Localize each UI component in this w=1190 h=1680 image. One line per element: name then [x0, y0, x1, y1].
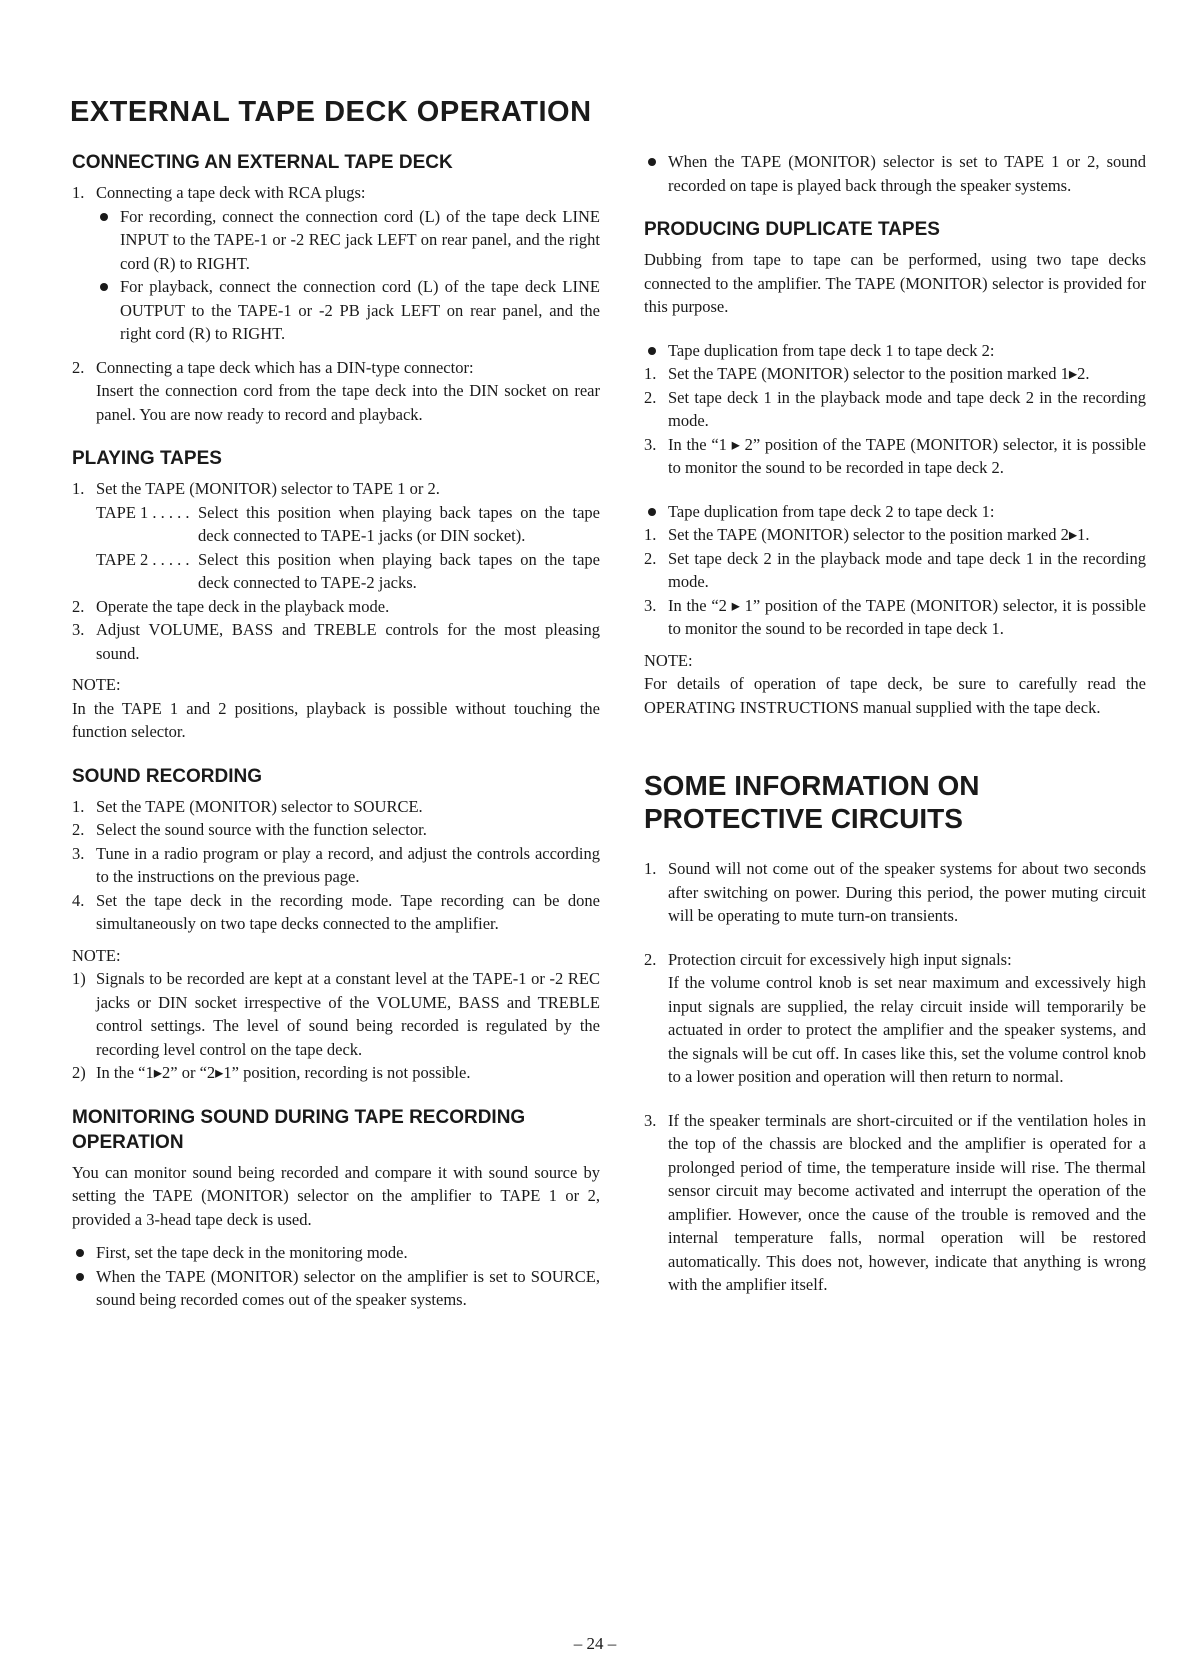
recording-item-3: 3. Tune in a radio program or play a record, and adjust the controls according to the instructions on the previous page. [72, 843, 600, 886]
protective-item-3: 3. If the speaker terminals are short-circuited or if the ventilation holes in the top of the chassis are blocked and the amplifier is operated for a prolonged period of time, the temperature inside will rise. The thermal sensor circuit may become activated and interrupt the operation of the amplifier. However, once the cause of the trouble is removed and the internal temperature falls, normal operation will be restored automatically. This does not, however, indicate that anything is wrong with the amplifier itself. [644, 1110, 1146, 1294]
monitoring-bullet-3: When the TAPE (MONITOR) selector is set to TAPE 1 or 2, sound recorded on tape is played back through the speaker systems. [644, 150, 1146, 197]
playing-item-3: 3. Adjust VOLUME, BASS and TREBLE controls for the most pleasing sound. [72, 620, 600, 663]
monitoring-text: You can monitor sound being recorded and compare it with sound source by setting the TAPE (MONITOR) selector on the amplifier to TAPE 1 or 2, provided a 3-head tape deck is used. [72, 1162, 600, 1229]
page-number: – 24 – [573, 1634, 617, 1653]
playing-item-1: 1. Set the TAPE (MONITOR) selector to TAPE 1 or 2. [72, 479, 440, 498]
protective-heading: SOME INFORMATION ON PROTECTIVE CIRCUITS [644, 770, 980, 834]
playing-note-label: NOTE: [72, 675, 121, 694]
duplicate-a-bullet: Tape duplication from tape deck 1 to tape deck 2: [644, 339, 1146, 363]
playing-item-2: 2. Operate the tape deck in the playback mode. [72, 596, 390, 616]
duplicate-a-3: 3. In the “1 ▸ 2” position of the TAPE (MONITOR) selector, it is possible to monitor the sound to be recorded in tape deck 2. [644, 434, 1146, 477]
connecting-item-2: 2. Connecting a tape deck which has a DIN-type connector: [72, 357, 474, 377]
right-column [644, 150, 1146, 1297]
connecting-playback-bullet: For playback, connect the connection cord (L) of the tape deck LINE OUTPUT to the TAPE-1 or -2 PB jack LEFT on rear panel, and the right cord (R) to RIGHT. [96, 275, 600, 346]
duplicate-b-2: 2. Set tape deck 2 in the playback mode and tape deck 1 in the recording mode. [644, 548, 1146, 591]
tape2-definition: TAPE 2 . . . . . Select this position when playing back tapes on the tape deck connected to TAPE-2 jacks. [96, 549, 600, 592]
recording-heading: SOUND RECORDING [72, 765, 263, 787]
monitoring-bullet-1: First, set the tape deck in the monitoring mode. [72, 1241, 600, 1265]
connecting-recording-bullet: For recording, connect the connection cord (L) of the tape deck LINE INPUT to the TAPE-1 or -2 REC jack LEFT on rear panel, and the right cord (R) to RIGHT. [96, 205, 600, 276]
connecting-item-1: 1. Connecting a tape deck with RCA plugs: [72, 183, 366, 202]
duplicate-b-3: 3. In the “2 ▸ 1” position of the TAPE (MONITOR) selector, it is possible to monitor the sound to be recorded in tape deck 1. [644, 595, 1146, 638]
tape1-definition: TAPE 1 . . . . . Select this position when playing back tapes on the tape deck connected to TAPE-1 jacks (or DIN socket). [96, 502, 600, 545]
duplicate-b-1: 1. Set the TAPE (MONITOR) selector to the position marked 2▸1. [644, 525, 1090, 544]
page-title: EXTERNAL TAPE DECK OPERATION [70, 96, 592, 128]
monitoring-heading: MONITORING SOUND DURING TAPE RECORDING OPERATION [72, 1106, 526, 1153]
protective-item-2: 2. Protection circuit for excessively high input signals: [644, 949, 1012, 969]
duplicate-b-bullet: Tape duplication from tape deck 2 to tape deck 1: [644, 500, 1146, 524]
duplicate-heading: PRODUCING DUPLICATE TAPES [644, 219, 940, 240]
duplicate-a-2: 2. Set tape deck 1 in the playback mode and tape deck 2 in the recording mode. [644, 387, 1146, 430]
playing-note-text: In the TAPE 1 and 2 positions, playback is possible without touching the function selector. [72, 698, 600, 741]
left-column [72, 150, 600, 1312]
monitoring-bullet-2: When the TAPE (MONITOR) selector on the amplifier is set to SOURCE, sound being recorded comes out of the speaker systems. [72, 1265, 600, 1312]
recording-item-1: 1. Set the TAPE (MONITOR) selector to SOURCE. [72, 796, 423, 816]
recording-item-4: 4. Set the tape deck in the recording mode. Tape recording can be done simultaneously on two tape decks connected to the amplifier. [72, 890, 600, 933]
connecting-heading: CONNECTING AN EXTERNAL TAPE DECK [72, 152, 453, 173]
duplicate-intro: Dubbing from tape to tape can be performed, using two tape decks connected to the amplifier. The TAPE (MONITOR) selector is provided for this purpose. [644, 250, 1146, 316]
recording-note-2: 2) In the “1▸2” or “2▸1” position, recording is not possible. [72, 1063, 471, 1082]
duplicate-note-label: NOTE: [644, 650, 693, 670]
protective-item-2-text: If the volume control knob is set near maximum and excessively high input signals are supplied, the relay circuit inside will temporarily be actuated in order to protect the amplifier and the speaker systems, and the signals will be cut off. In cases like this, set the volume control knob to a lower position and operation will then return to normal. [668, 973, 1146, 1086]
recording-note-1: 1) Signals to be recorded are kept at a constant level at the TAPE-1 or -2 REC jacks or DIN socket irrespective of the VOLUME, BASS and TREBLE control settings. The level of sound being recorded is regulated by the recording level control on the tape deck. [72, 969, 600, 1059]
recording-item-2: 2. Select the sound source with the function selector. [72, 820, 427, 839]
duplicate-a-1: 1. Set the TAPE (MONITOR) selector to the position marked 1▸2. [644, 364, 1090, 383]
duplicate-note-text: For details of operation of tape deck, be sure to carefully read the OPERATING INSTRUCTIONS manual supplied with the tape deck. [644, 674, 1146, 717]
playing-heading: PLAYING TAPES [72, 448, 222, 469]
connecting-din-text: Insert the connection cord from the tape deck into the DIN socket on rear panel. You are now ready to record and playback. [96, 381, 600, 424]
protective-item-1: 1. Sound will not come out of the speaker systems for about two seconds after switching on power. During this period, the power muting circuit will be operating to mute turn-on transients. [644, 859, 1146, 925]
recording-note-label: NOTE: [72, 945, 121, 965]
